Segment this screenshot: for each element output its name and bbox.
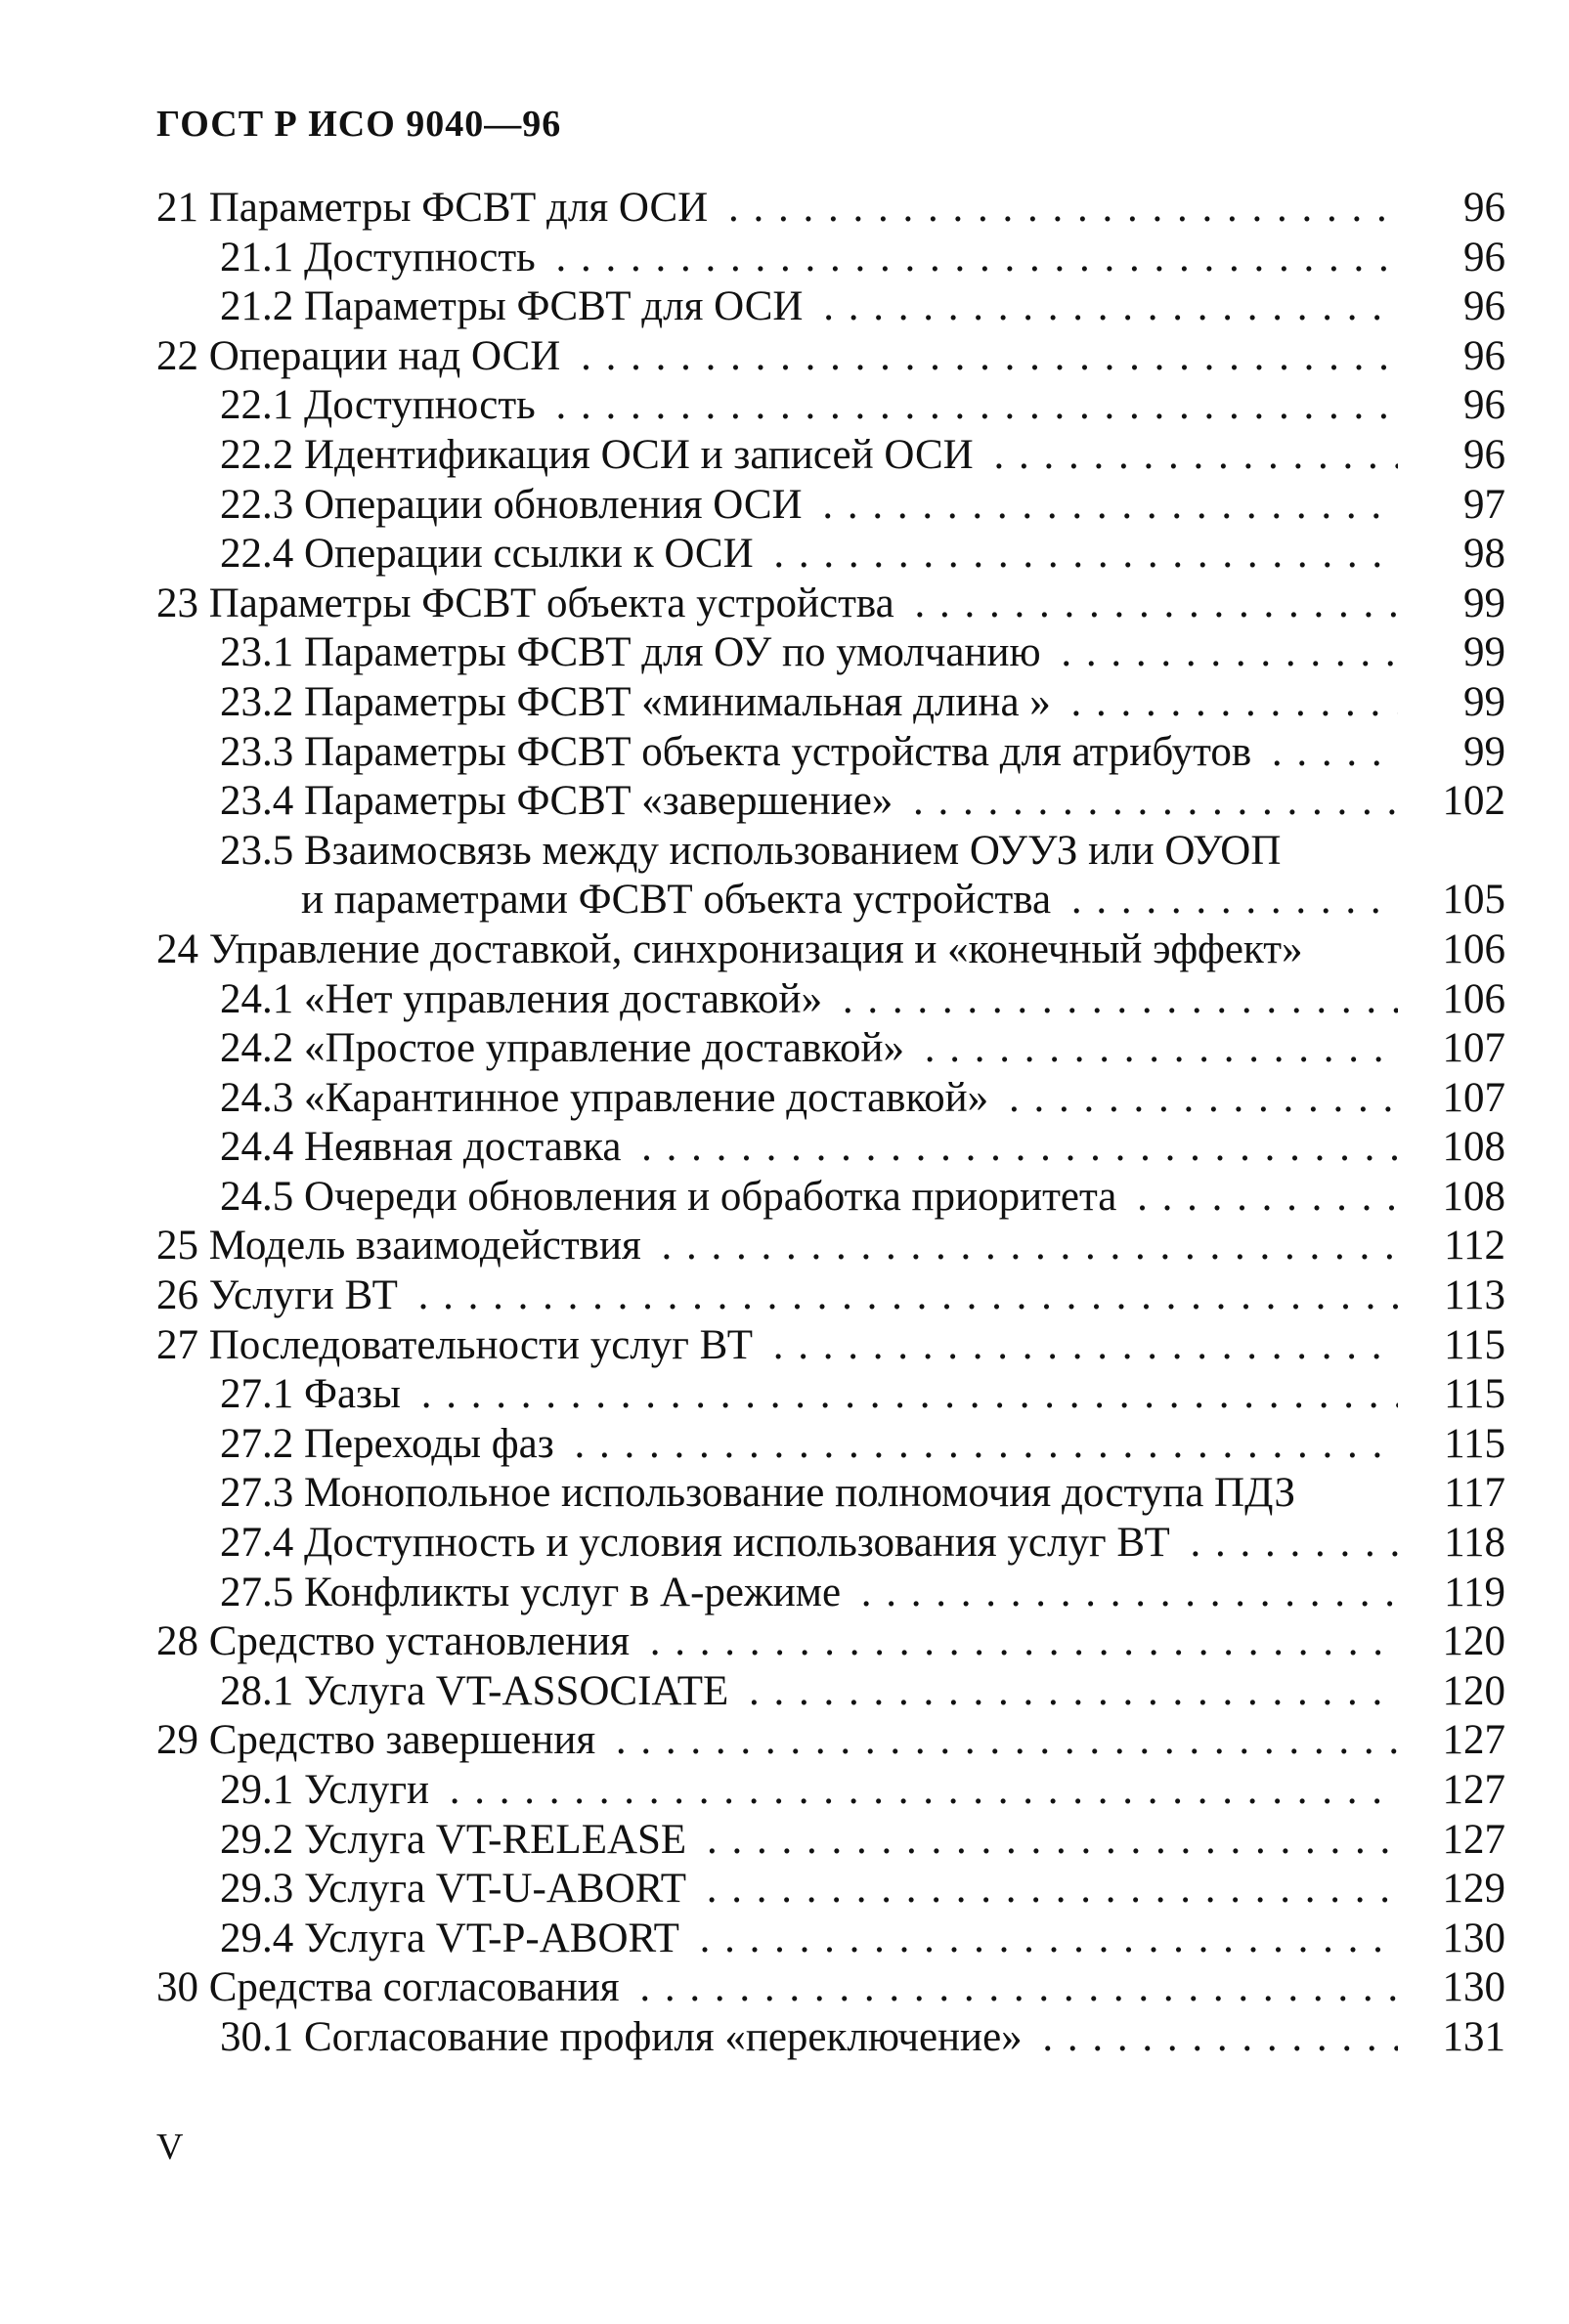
toc-entry — [156, 530, 1505, 580]
toc-entry-title: 22.4 Операции ссылки к ОСИ — [220, 531, 762, 577]
toc-entry-title: 22 Операции над ОСИ — [156, 333, 568, 379]
toc-entry-title: 21 Параметры ФСВТ для ОСИ — [156, 185, 716, 231]
toc-entry-title: 30 Средства согласования — [156, 1964, 628, 2010]
toc-entry-page: 107 — [1442, 1074, 1505, 1121]
toc-entry — [156, 876, 1505, 925]
toc-entry-page: 102 — [1442, 778, 1505, 825]
toc-entry-page: 131 — [1442, 2013, 1505, 2060]
toc-entry-title: 29.4 Услуга VT-P-ABORT — [220, 1915, 687, 1961]
toc-entry-title: 29 Средство завершения — [156, 1717, 603, 1763]
toc-entry-page: 96 — [1463, 431, 1505, 478]
toc-entry-page: 98 — [1463, 531, 1505, 578]
toc-entry — [156, 1271, 1505, 1321]
toc-entry-title: 24 Управление доставкой, синхронизация и «конечный эффект» — [156, 926, 1311, 972]
toc-entry — [156, 282, 1505, 332]
toc-entry — [156, 481, 1505, 531]
toc-entry — [156, 1173, 1505, 1223]
toc-entry-page: 120 — [1442, 1667, 1505, 1714]
toc-entry-page: 127 — [1442, 1816, 1505, 1863]
toc-entry — [156, 1074, 1505, 1124]
toc-entry — [156, 234, 1505, 283]
toc-entry-title: 21.1 Доступность — [220, 235, 544, 280]
toc-entry — [156, 1667, 1505, 1717]
toc-entry-page: 115 — [1444, 1371, 1505, 1418]
toc-entry-page: 115 — [1444, 1321, 1505, 1368]
toc-entry — [156, 184, 1505, 234]
toc-entry-title: 28.1 Услуга VT-ASSOCIATE — [220, 1668, 736, 1714]
toc-entry-title: 28 Средство установления — [156, 1618, 637, 1664]
toc-entry-title: 22.3 Операции обновления ОСИ — [220, 482, 810, 528]
table-of-contents — [156, 184, 1505, 2063]
toc-entry-title: 24.3 «Карантинное управление доставкой» — [220, 1075, 996, 1121]
toc-entry — [156, 332, 1505, 382]
toc-entry-page: 130 — [1442, 1964, 1505, 2011]
toc-entry-page: 99 — [1463, 678, 1505, 725]
toc-entry — [156, 1222, 1505, 1271]
page-header: ГОСТ Р ИСО 9040—96 — [156, 104, 562, 145]
toc-entry — [156, 1420, 1505, 1470]
toc-entry-page: 130 — [1442, 1915, 1505, 1961]
toc-entry — [156, 827, 1505, 877]
toc-entry-title: 23.1 Параметры ФСВТ для ОУ по умолчанию — [220, 629, 1049, 675]
toc-entry-page: 108 — [1442, 1124, 1505, 1171]
toc-entry — [156, 1816, 1505, 1866]
toc-entry-title: 22.1 Доступность — [220, 382, 544, 428]
toc-entry-page: 117 — [1444, 1470, 1505, 1517]
toc-entry — [156, 2013, 1505, 2063]
toc-entry-title: 23.2 Параметры ФСВТ «минимальная длина » — [220, 679, 1059, 725]
toc-entry — [156, 925, 1505, 975]
toc-entry-title: 23.4 Параметры ФСВТ «завершение» — [220, 778, 900, 824]
page-number-roman: V — [156, 2127, 184, 2168]
toc-entry-title: 27.3 Монопольное использование полномочия доступа ПДЗ — [220, 1470, 1303, 1516]
toc-entry — [156, 381, 1505, 431]
toc-entry-title: 29.1 Услуги — [220, 1767, 437, 1813]
toc-entry-title: 26 Услуги ВТ — [156, 1272, 406, 1318]
toc-entry-title: 27.1 Фазы — [220, 1371, 409, 1417]
toc-entry-page: 99 — [1463, 629, 1505, 676]
toc-entry — [156, 1569, 1505, 1618]
toc-entry-page: 112 — [1444, 1223, 1505, 1270]
toc-entry — [156, 1024, 1505, 1074]
toc-entry — [156, 1865, 1505, 1915]
toc-entry — [156, 777, 1505, 827]
toc-entry-page: 96 — [1463, 332, 1505, 379]
toc-entry-page: 120 — [1442, 1618, 1505, 1665]
toc-entry — [156, 728, 1505, 778]
toc-entry — [156, 431, 1505, 481]
toc-entry-title: 23.5 Взаимосвязь между использованием ОУУЗ или ОУОП — [220, 828, 1288, 874]
toc-entry — [156, 1321, 1505, 1371]
toc-entry — [156, 1617, 1505, 1667]
toc-entry — [156, 1469, 1505, 1519]
toc-entry — [156, 975, 1505, 1025]
toc-entry-page: 115 — [1444, 1420, 1505, 1467]
toc-entry-title: 24.2 «Простое управление доставкой» — [220, 1025, 912, 1071]
toc-entry — [156, 1716, 1505, 1766]
toc-entry-page: 99 — [1463, 580, 1505, 626]
toc-entry — [156, 1963, 1505, 2013]
toc-entry-title: 22.2 Идентификация ОСИ и записей ОСИ — [220, 432, 981, 478]
toc-entry-title: 24.1 «Нет управления доставкой» — [220, 976, 830, 1022]
toc-entry-title: 29.2 Услуга VT-RELEASE — [220, 1817, 694, 1863]
toc-entry-title: 25 Модель взаимодействия — [156, 1223, 649, 1269]
toc-entry — [156, 1766, 1505, 1816]
toc-entry — [156, 580, 1505, 629]
toc-entry-title: 23.3 Параметры ФСВТ объекта устройства для атрибутов — [220, 729, 1259, 775]
toc-entry-title: 30.1 Согласование профиля «переключение» — [220, 2014, 1030, 2060]
toc-entry — [156, 628, 1505, 678]
toc-entry-page: 107 — [1442, 1025, 1505, 1072]
toc-entry-title: 23 Параметры ФСВТ объекта устройства — [156, 581, 902, 626]
toc-entry-title: 24.5 Очереди обновления и обработка приоритета — [220, 1174, 1124, 1220]
toc-entry-page: 129 — [1442, 1866, 1505, 1913]
toc-entry-title: 27.4 Доступность и условия использования услуг ВТ — [220, 1520, 1178, 1566]
toc-entry — [156, 1123, 1505, 1173]
toc-entry — [156, 1370, 1505, 1420]
toc-entry-title: и параметрами ФСВТ объекта устройства — [301, 877, 1059, 923]
toc-entry-title: 24.4 Неявная доставка — [220, 1124, 629, 1170]
toc-entry-page: 96 — [1463, 283, 1505, 330]
toc-entry-page: 113 — [1444, 1272, 1505, 1319]
toc-entry-page: 106 — [1442, 975, 1505, 1022]
toc-entry-page: 106 — [1442, 925, 1505, 972]
toc-entry-page: 127 — [1442, 1717, 1505, 1764]
toc-entry-page: 105 — [1442, 877, 1505, 924]
toc-entry-title: 21.2 Параметры ФСВТ для ОСИ — [220, 283, 810, 329]
toc-entry-page: 127 — [1442, 1767, 1505, 1813]
toc-entry — [156, 1915, 1505, 1964]
toc-entry-page: 96 — [1463, 382, 1505, 429]
toc-entry-title: 27 Последовательности услуг ВТ — [156, 1322, 761, 1368]
toc-entry-page: 96 — [1463, 234, 1505, 280]
toc-entry-page: 119 — [1444, 1569, 1505, 1615]
toc-entry-title: 29.3 Услуга VT-U-ABORT — [220, 1866, 694, 1912]
toc-entry-page: 118 — [1444, 1520, 1505, 1567]
toc-entry-page: 97 — [1463, 481, 1505, 528]
toc-entry — [156, 1519, 1505, 1569]
toc-entry-page: 99 — [1463, 728, 1505, 775]
toc-entry-title: 27.2 Переходы фаз — [220, 1421, 562, 1467]
toc-entry — [156, 678, 1505, 728]
toc-entry-page: 108 — [1442, 1173, 1505, 1220]
toc-entry-title: 27.5 Конфликты услуг в А-режиме — [220, 1570, 849, 1615]
toc-entry-page: 96 — [1463, 185, 1505, 231]
